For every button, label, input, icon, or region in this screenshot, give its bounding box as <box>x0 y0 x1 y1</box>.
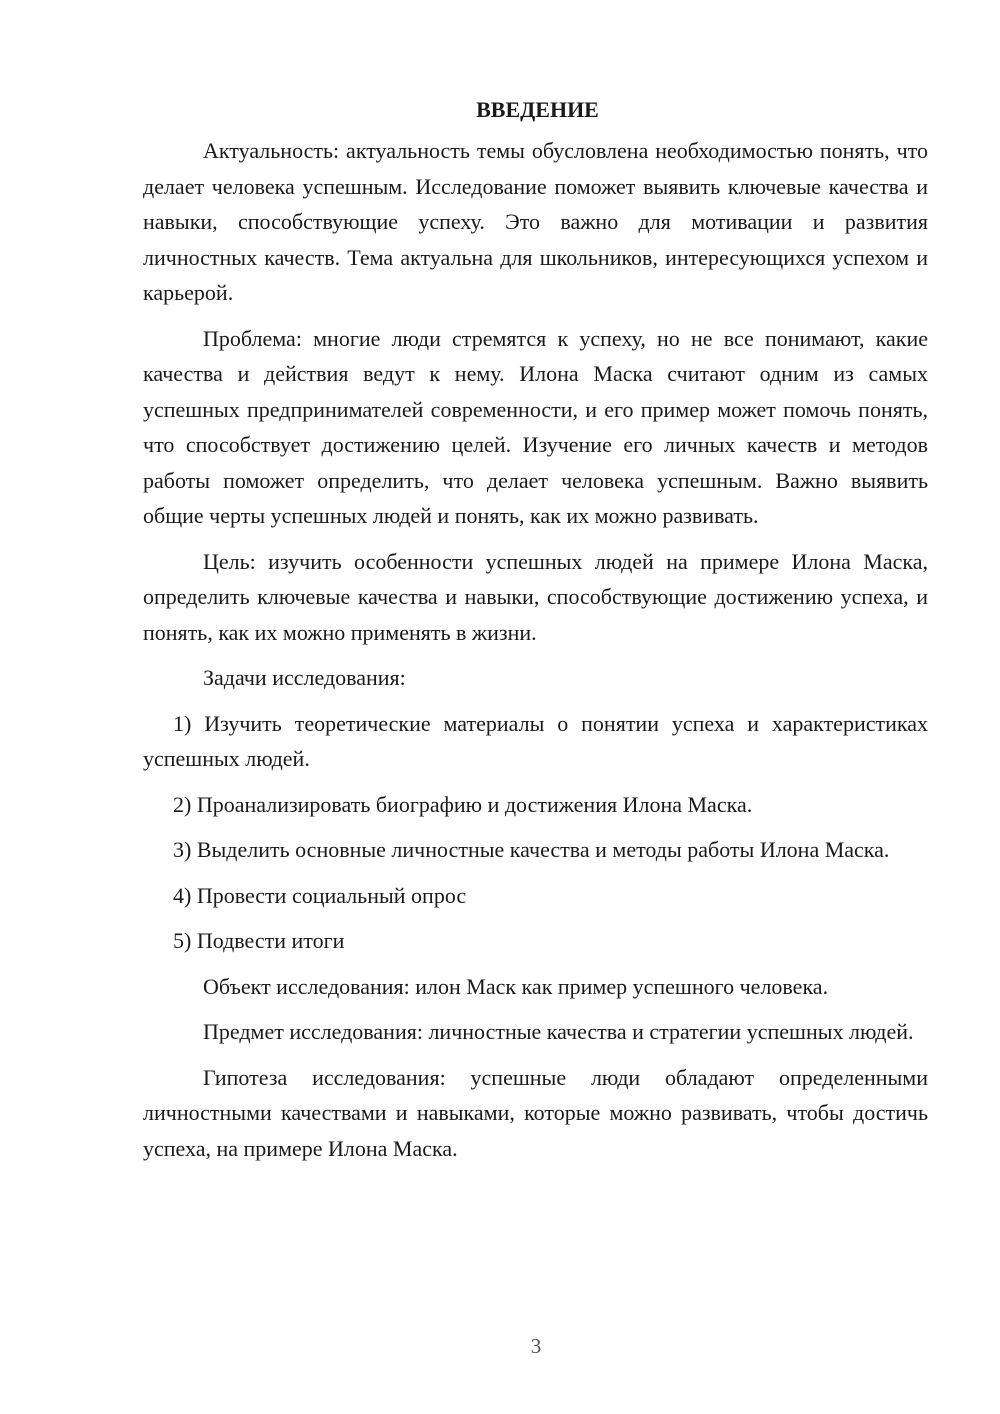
task-item-2: 2) Проанализировать биографию и достижения Илона Маска. <box>173 791 753 817</box>
goal-paragraph: Цель: изучить особенности успешных людей на примере Илона Маска, определить ключевые качества и навыки, способствующие достижению успеха, и понять, как их можно применять в жизни. <box>143 548 928 645</box>
object-paragraph: Объект исследования: илон Маск как пример успешного человека. <box>203 973 829 999</box>
task-item-1: 1) Изучить теоретические материалы о понятии успеха и характеристиках успешных людей. <box>143 710 928 771</box>
problem-paragraph: Проблема: многие люди стремятся к успеху, но не все понимают, какие качества и действия ведут к нему. Илона Маска считают одним из самых успешных предпринимателей современности, и его пример может помочь понять, что способствует достижению целей. Изучение его личных качеств и методов работы поможет определить, что делает человека успешным. Важно выявить общие черты успешных людей и понять, как их можно развивать. <box>143 325 928 528</box>
tasks-heading: Задачи исследования: <box>203 665 406 690</box>
subject-paragraph: Предмет исследования: личностные качества и стратегии успешных людей. <box>203 1019 914 1044</box>
relevance-paragraph: Актуальность: актуальность темы обусловлена необходимостью понять, что делает человека успешным. Исследование поможет выявить ключевые качества и навыки, способствующие успеху. Это важно для мотивации и развития личностных качеств. Тема актуальна для школьников, интересующихся успехом и карьерой. <box>143 138 928 305</box>
section-title: ВВЕДЕНИЕ <box>476 97 599 122</box>
task-item-5: 5) Подвести итоги <box>173 928 345 953</box>
hypothesis-paragraph: Гипотеза исследования: успешные люди обладают определенными личностными качествами и навыками, которые можно развивать, чтобы достичь успеха, на примере Илона Маска. <box>143 1064 928 1161</box>
document-body <box>143 92 928 1176</box>
task-item-3: 3) Выделить основные личностные качества и методы работы Илона Маска. <box>173 837 890 862</box>
page-number: 3 <box>530 1334 542 1358</box>
task-item-4: 4) Провести социальный опрос <box>173 882 467 908</box>
